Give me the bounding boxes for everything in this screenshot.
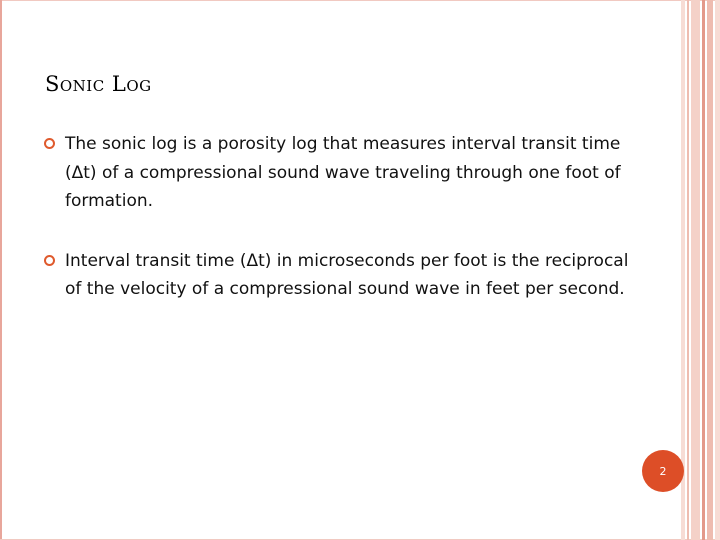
stripe-1 <box>681 0 685 540</box>
bullet-text: Interval transit time (Δt) in microseconds per foot is the reciprocal of the velocity of a compressional sound wave in feet per second. <box>65 250 629 299</box>
page-number-badge <box>642 450 684 492</box>
circle-bullet-icon <box>44 138 55 149</box>
circle-bullet-icon <box>44 255 55 266</box>
page-number: 2 <box>659 464 667 478</box>
bullet-text: The sonic log is a porosity log that measures interval transit time (Δt) of a compressional sound wave traveling through one foot of formation. <box>65 134 621 211</box>
stripe-4 <box>702 0 705 540</box>
slide-title: Sonic Log <box>45 72 152 96</box>
left-border-line <box>0 0 2 540</box>
stripe-2 <box>687 0 689 540</box>
bullet-list <box>44 130 634 304</box>
stripe-5 <box>707 0 713 540</box>
decorative-stripes <box>681 0 720 540</box>
bullet-item <box>44 247 634 304</box>
top-border-line <box>0 0 720 1</box>
stripe-6 <box>715 0 720 540</box>
bullet-item <box>44 130 634 216</box>
stripe-3 <box>691 0 700 540</box>
